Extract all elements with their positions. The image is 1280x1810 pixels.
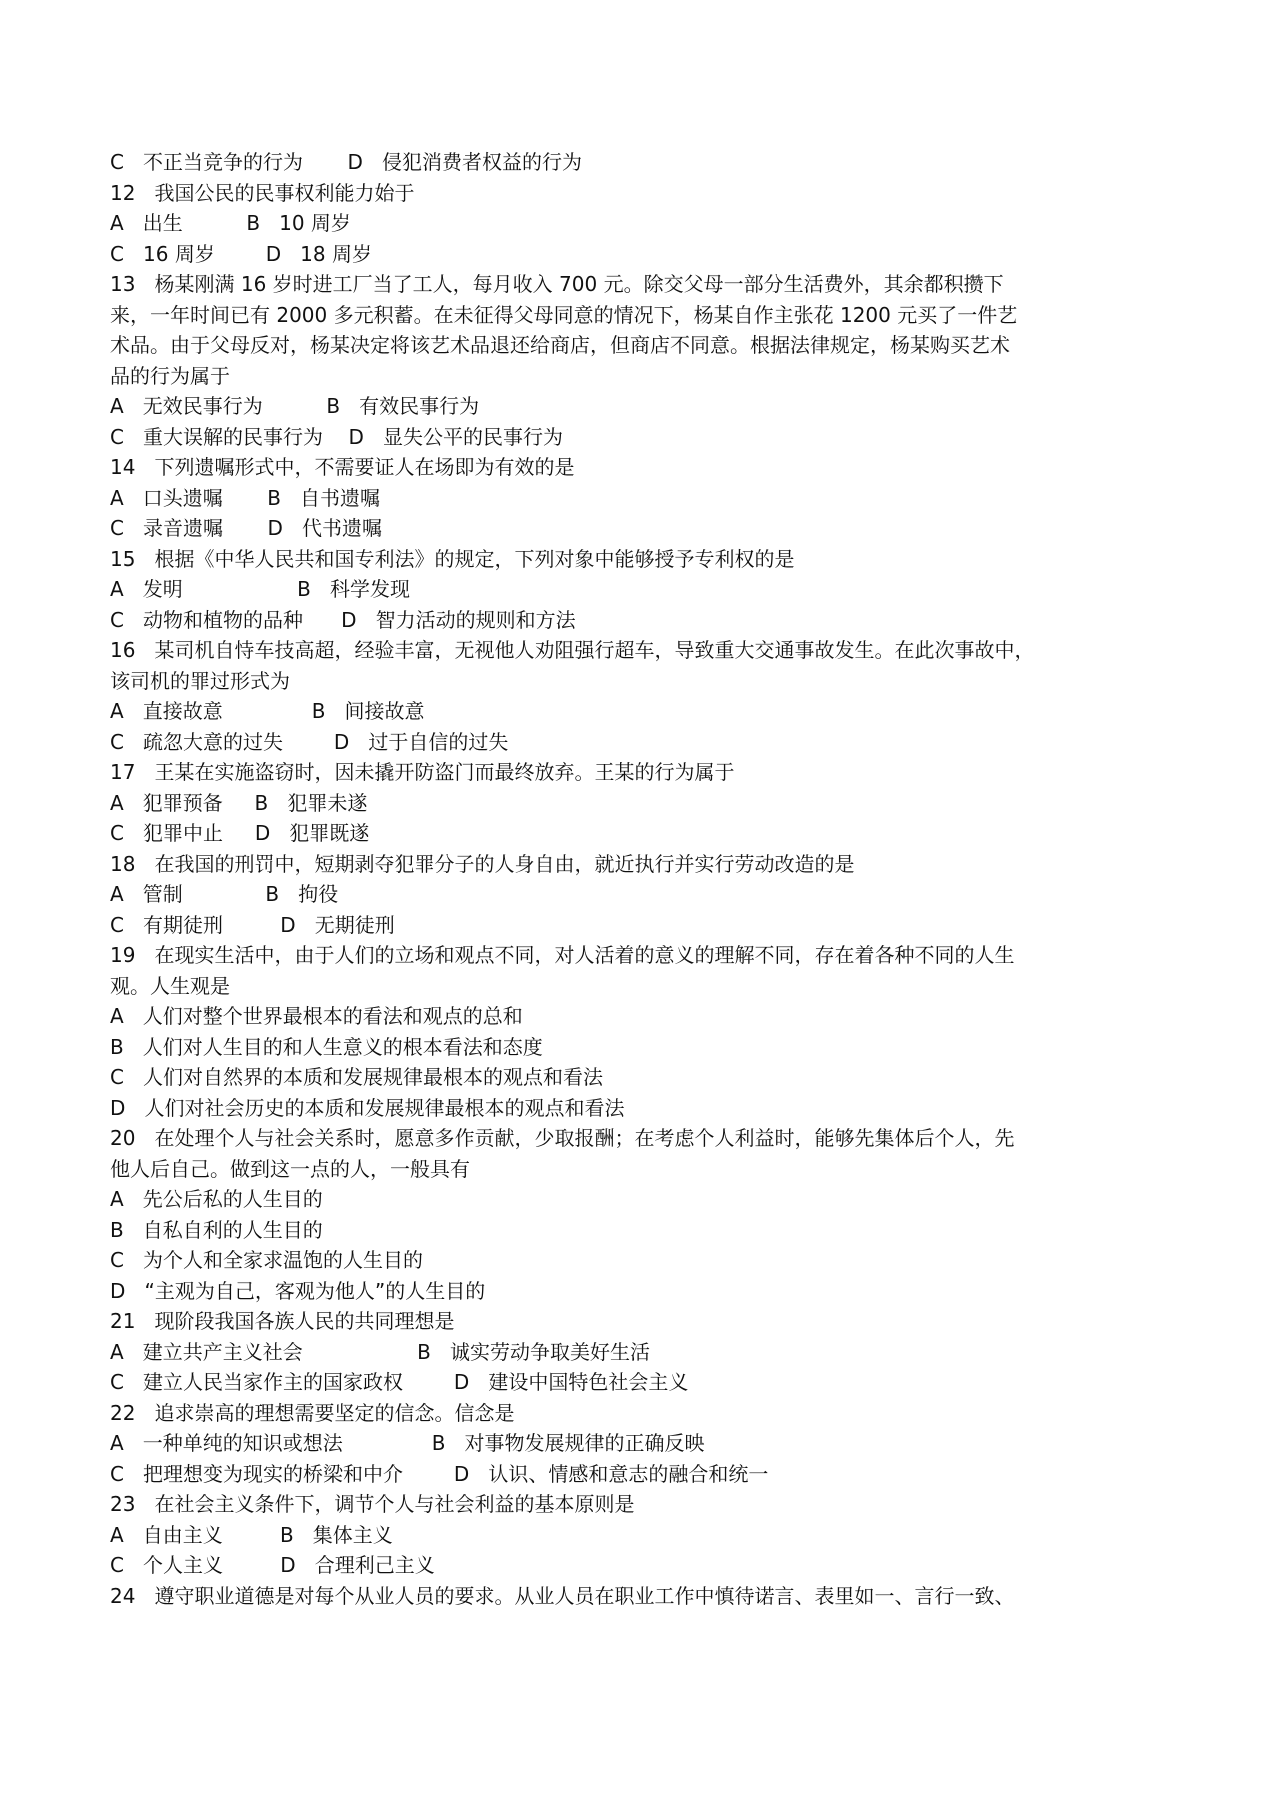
answer-option-line: A 无效民事行为 B 有效民事行为 [110, 394, 480, 418]
question-text-line: 品的行为属于 [110, 363, 230, 388]
question-text-line: 12 我国公民的民事权利能力始于 [110, 180, 415, 205]
answer-option-line: A 犯罪预备 B 犯罪未遂 [110, 790, 368, 815]
answer-option-line: C 有期徒刑 D 无期徒刑 [110, 912, 395, 937]
exam-document [110, 147, 1170, 1611]
answer-option-line: A 自由主义 B 集体主义 [110, 1522, 393, 1547]
question-text-line: 该司机的罪过形式为 [110, 668, 290, 693]
question-text-line: 23 在社会主义条件下，调节个人与社会利益的基本原则是 [110, 1492, 635, 1516]
answer-option-line: C 把理想变为现实的桥梁和中介 D 认识、情感和意志的融合和统一 [110, 1461, 769, 1486]
answer-option-line: C 人们对自然界的本质和发展规律最根本的观点和看法 [110, 1065, 604, 1089]
answer-option-line: C 录音遗嘱 D 代书遗嘱 [110, 516, 383, 540]
answer-option-line: C 16 周岁 D 18 周岁 [110, 241, 372, 266]
question-text-line: 15 根据《中华人民共和国专利法》的规定，下列对象中能够授予专利权的是 [110, 546, 795, 571]
question-text-line: 24 遵守职业道德是对每个从业人员的要求。从业人员在职业工作中慎待诺言、表里如一、言行一致、 [110, 1583, 1015, 1608]
answer-option-line: C 动物和植物的品种 D 智力活动的规则和方法 [110, 607, 576, 632]
answer-option-line: A 发明 B 科学发现 [110, 577, 410, 601]
answer-option-line: C 个人主义 D 合理利己主义 [110, 1553, 435, 1577]
answer-option-line: B 人们对人生目的和人生意义的根本看法和态度 [110, 1034, 543, 1059]
question-text-line: 14 下列遗嘱形式中，不需要证人在场即为有效的是 [110, 455, 575, 479]
answer-option-line: C 为个人和全家求温饱的人生目的 [110, 1248, 424, 1272]
question-text-line: 22 追求崇高的理想需要坚定的信念。信念是 [110, 1400, 515, 1425]
question-text-line: 术品。由于父母反对，杨某决定将该艺术品退还给商店，但商店不同意。根据法律规定，杨某购买艺术 [110, 333, 1010, 357]
answer-option-line: C 建立人民当家作主的国家政权 D 建设中国特色社会主义 [110, 1370, 689, 1394]
question-text-line: 观。人生观是 [110, 973, 230, 998]
question-text-line: 19 在现实生活中，由于人们的立场和观点不同，对人活着的意义的理解不同，存在着各种不同的人生 [110, 943, 1015, 967]
question-text-line: 13 杨某刚满 16 岁时进工厂当了工人，每月收入 700 元。除交父母一部分生活费外，其余都积攒下 [110, 272, 1004, 296]
answer-option-line: A 口头遗嘱 B 自书遗嘱 [110, 485, 381, 510]
question-text-line: 18 在我国的刑罚中，短期剥夺犯罪分子的人身自由，就近执行并实行劳动改造的是 [110, 851, 855, 876]
answer-option-line: C 不正当竞争的行为 D 侵犯消费者权益的行为 [110, 150, 583, 174]
question-text-line: 他人后自己。做到这一点的人，一般具有 [110, 1156, 470, 1181]
answer-option-line: C 疏忽大意的过失 D 过于自信的过失 [110, 729, 509, 754]
answer-option-line: A 人们对整个世界最根本的看法和观点的总和 [110, 1004, 523, 1028]
answer-option-line: A 一种单纯的知识或想法 B 对事物发展规律的正确反映 [110, 1431, 705, 1455]
answer-option-line: A 管制 B 拘役 [110, 882, 339, 906]
answer-option-line: C 犯罪中止 D 犯罪既遂 [110, 821, 370, 845]
answer-option-line: B 自私自利的人生目的 [110, 1217, 323, 1242]
question-text-line: 20 在处理个人与社会关系时，愿意多作贡献，少取报酬；在考虑个人利益时，能够先集体后个人，先 [110, 1126, 1015, 1150]
question-text-line: 来，一年时间已有 2000 多元积蓄。在未征得父母同意的情况下，杨某自作主张花 1200 元买了一件艺 [110, 302, 1018, 327]
question-text-line: 21 现阶段我国各族人民的共同理想是 [110, 1309, 455, 1333]
question-text-line: 17 王某在实施盗窃时，因未撬开防盗门而最终放弃。王某的行为属于 [110, 760, 735, 784]
answer-option-line: A 出生 B 10 周岁 [110, 211, 351, 235]
answer-option-line: C 重大误解的民事行为 D 显失公平的民事行为 [110, 424, 563, 449]
question-text-line: 16 某司机自恃车技高超，经验丰富，无视他人劝阻强行超车，导致重大交通事故发生。在此次事故中， [110, 638, 1035, 662]
answer-option-line: A 建立共产主义社会 B 诚实劳动争取美好生活 [110, 1339, 650, 1364]
answer-option-line: D “主观为自己，客观为他人”的人生目的 [110, 1278, 486, 1303]
answer-option-line: A 先公后私的人生目的 [110, 1187, 323, 1211]
answer-option-line: A 直接故意 B 间接故意 [110, 699, 425, 723]
answer-option-line: D 人们对社会历史的本质和发展规律最根本的观点和看法 [110, 1095, 625, 1120]
